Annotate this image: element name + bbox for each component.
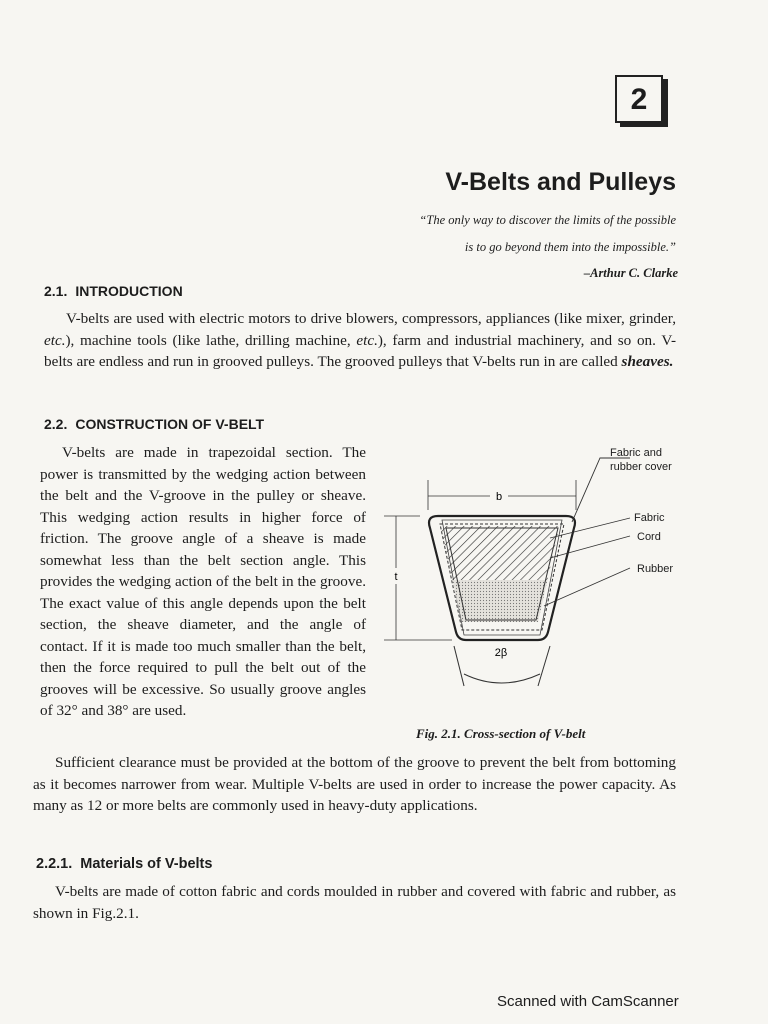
section-number: 2.1. (44, 283, 68, 299)
intro-emphasis-sheaves: sheaves. (621, 353, 674, 370)
quote-author: –Arthur C. Clarke (583, 266, 678, 280)
intro-etc-2: etc. (356, 331, 378, 349)
section-heading-introduction (44, 283, 183, 299)
quote-line-2: is to go beyond them into the impossible.” (464, 240, 676, 254)
label-t: t (394, 571, 398, 583)
intro-etc-1: etc. (44, 331, 66, 349)
label-angle: 2β (494, 647, 508, 659)
materials-paragraph: V-belts are made of cotton fabric and cords moulded in rubber and covered with fabric and rubber, as shown in Fig.2.1. (33, 883, 676, 922)
label-fabric: Fabric (634, 512, 665, 524)
quote-line-1: “The only way to discover the limits of the possible (419, 213, 676, 227)
scanner-watermark: Scanned with CamScanner (497, 993, 679, 1010)
construction-paragraph-1: V-belts are made in trapezoidal section. The power is transmitted by the wedging action between the belt and the V-groove in the pulley or sheave. This wedging action results in higher force of friction. The groove angle of a sheave is made somewhat less than the belt section angle. This provides the wedging action of the belt in the groove. The exact value of this angle depends upon the belt section, the sheave diameter, and the angle of contact. If it is made too much smaller than the belt, then the force required to pull the belt out of the grooves will be excessive. So usually groove angles of 32° and 38° are used. (40, 444, 366, 719)
label-fabric-cover-line-1: Fabric and (610, 447, 662, 459)
intro-text-2: ), machine tools (like lathe, drilling machine, (65, 331, 357, 349)
figure-caption: Fig. 2.1. Cross-section of V-belt (416, 726, 586, 741)
construction-paragraph-2: Sufficient clearance must be provided at the bottom of the groove to prevent the belt from bottoming as it becomes narrower from wear. Multiple V-belts are used in order to increase the power capacity. As many as 12 or more belts are commonly used in heavy-duty applications. (33, 754, 676, 814)
label-fabric-cover-line-2: rubber cover (610, 461, 672, 473)
label-b: b (495, 491, 503, 503)
intro-text-3: ), farm and industrial machinery, and so on. V-belts are endless and run in grooved pulleys. The grooved pulleys that V-belts run in are called (44, 331, 677, 370)
subsection-heading-materials (36, 856, 212, 872)
chapter-number: 2 (615, 75, 663, 123)
label-cord: Cord (637, 531, 661, 543)
label-fabric-rubber-cover (610, 446, 672, 474)
section-number: 2.2. (44, 416, 68, 432)
intro-text-1: V-belts are used with electric motors to drive blowers, compressors, appliances (like mixer, grinder, (66, 310, 676, 327)
chapter-title: V-Belts and Pulleys (445, 168, 676, 196)
section-heading-construction (44, 416, 264, 432)
intro-paragraph (44, 308, 676, 373)
label-rubber: Rubber (637, 563, 674, 575)
section-number: 2.2.1. (36, 856, 73, 872)
section-title: Materials of V-belts (80, 856, 213, 872)
section-title: CONSTRUCTION OF V-BELT (75, 416, 265, 432)
section-title: INTRODUCTION (75, 283, 183, 299)
cord-region (430, 526, 580, 580)
